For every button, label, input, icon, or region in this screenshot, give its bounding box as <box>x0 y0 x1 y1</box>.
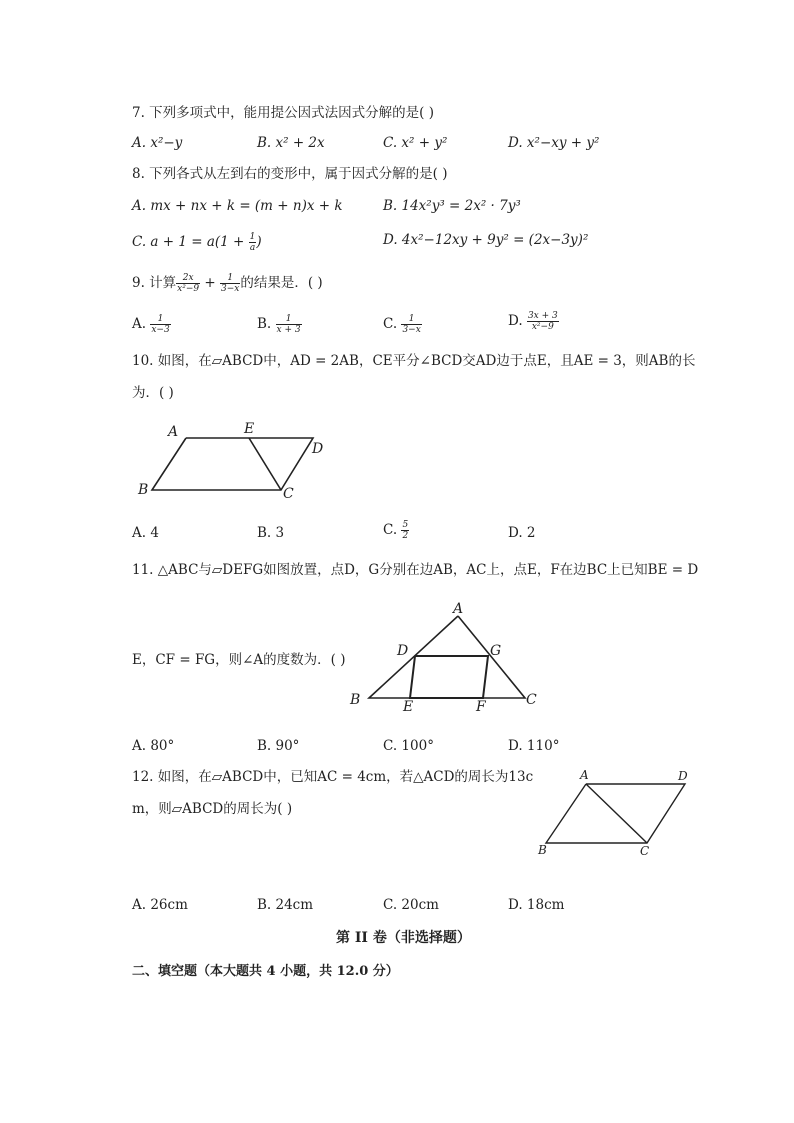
q10-stem-line1: 10. 如图，在▱ABCD中，AD = 2AB，CE平分∠BCD交AD边于点E，且AE = 3，则AB的长 <box>132 353 696 369</box>
q8-option-d: D. 4x²−12xy + 9y² = (2x−3y)² <box>383 232 589 248</box>
q10-parallelogram-figure <box>130 418 330 508</box>
q8-option-c <box>132 232 262 253</box>
q11-label-b: B <box>350 692 361 708</box>
q7-option-d: D. x²−xy + y² <box>508 135 600 151</box>
q11-parallelogram <box>410 656 488 698</box>
q8-c-post: ) <box>256 234 262 250</box>
q10-parallelogram <box>152 438 313 490</box>
q10-label-c: C <box>283 486 294 502</box>
q12-label-d: D <box>678 769 688 783</box>
q11-triangle-figure <box>345 598 545 718</box>
q10-option-d: D. 2 <box>508 525 536 541</box>
q12-label-b: B <box>538 843 547 857</box>
q10-label-d: D <box>312 441 324 457</box>
q12-option-a: A. 26cm <box>132 897 188 913</box>
q10-option-b: B. 3 <box>257 525 285 541</box>
q10-segment-ce <box>249 438 281 490</box>
q11-label-f: F <box>476 699 486 715</box>
q8-c-fraction: $\frac{1}{a}$ <box>249 232 256 253</box>
q10-option-a: A. 4 <box>132 525 159 541</box>
q10-label-a: A <box>168 424 179 440</box>
q10-label-e: E <box>244 421 255 437</box>
part-2-heading: 第 II 卷（非选择题） <box>336 930 471 946</box>
q9-option-a: A. $\frac{1}{x-3}$ <box>132 314 170 335</box>
q11-label-d: D <box>397 643 409 659</box>
q12-label-c: C <box>640 844 650 858</box>
q9-option-d: D. $\frac{3x + 3}{\text{x²−9}}$ <box>508 311 558 332</box>
q11-label-g: G <box>490 643 502 659</box>
q12-parallelogram-figure <box>530 764 700 864</box>
q11-option-b: B. 90° <box>257 738 300 754</box>
q11-label-c: C <box>526 692 537 708</box>
q11-label-e: E <box>403 699 414 715</box>
q7-option-b: B. x² + 2x <box>257 135 325 151</box>
q9-option-c: C. $\frac{1}{3-x}$ <box>383 314 421 335</box>
q8-option-b: B. 14x²y³ = 2x² · 7y³ <box>383 198 521 214</box>
q11-option-a: A. 80° <box>132 738 175 754</box>
q10-label-b: B <box>138 482 149 498</box>
q10-option-c: C. $\frac{5}{2}$ <box>383 520 409 541</box>
q11-option-c: C. 100° <box>383 738 434 754</box>
q7-option-a: A. x²−y <box>132 135 183 151</box>
q11-option-d: D. 110° <box>508 738 560 754</box>
q9-stem: 9. 计算 $\frac{2x}{\text{x²−9}}$ + $\frac{1}{3-x}$ 的结果是．( ) <box>132 273 323 294</box>
q7-option-c: C. x² + y² <box>383 135 448 151</box>
q8-stem: 8. 下列各式从左到右的变形中，属于因式分解的是( ) <box>132 166 448 182</box>
q12-option-b: B. 24cm <box>257 897 314 913</box>
q11-stem-line2: E，CF = FG，则∠A的度数为．( ) <box>132 652 346 668</box>
q8-c-pre: C. a + 1 = a(1 + <box>132 234 245 250</box>
q12-option-c: C. 20cm <box>383 897 439 913</box>
q9-option-b: B. $\frac{1}{x + 3}$ <box>257 314 301 335</box>
q12-label-a: A <box>580 768 589 782</box>
q8-option-a: A. mx + nx + k = (m + n)x + k <box>132 198 343 214</box>
q12-diagonal-ac <box>586 784 647 843</box>
q11-stem-line1: 11. △ABC与▱DEFG如图放置，点D，G分别在边AB，AC上，点E，F在边BC上已知BE = D <box>132 562 699 578</box>
section-2-heading: 二、填空题（本大题共 4 小题，共 12.0 分） <box>132 964 399 979</box>
q11-label-a: A <box>453 601 464 617</box>
q12-stem-line2: m，则▱ABCD的周长为( ) <box>132 801 293 817</box>
q12-stem-line1: 12. 如图，在▱ABCD中，已知AC = 4cm，若△ACD的周长为13c <box>132 769 534 785</box>
q7-stem: 7. 下列多项式中，能用提公因式法因式分解的是( ) <box>132 105 434 121</box>
q12-option-d: D. 18cm <box>508 897 565 913</box>
q10-stem-line2: 为．( ) <box>132 385 174 401</box>
